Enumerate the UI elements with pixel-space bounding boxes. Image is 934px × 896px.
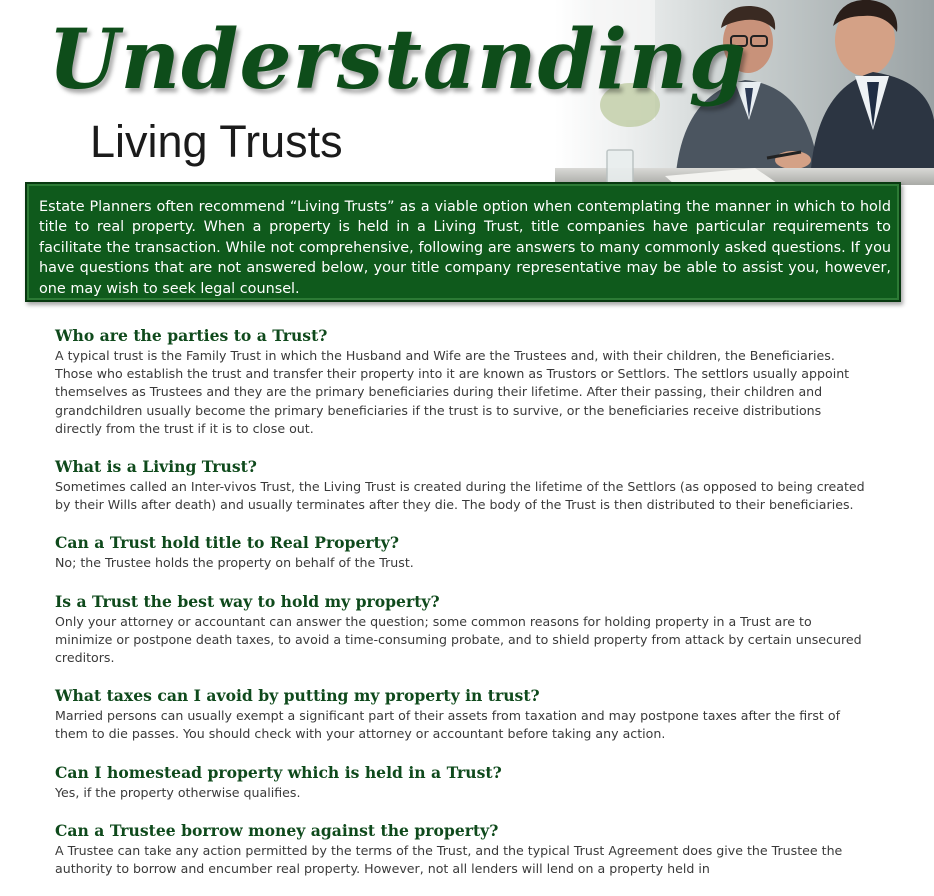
faq-item xyxy=(55,762,867,802)
faq-question: Can I homestead property which is held in a Trust? xyxy=(55,762,502,782)
faq-answer: A Trustee can take any action permitted by the terms of the Trust, and the typical Trust Agreement does give the Trustee the authority to borrow and encumber real property. However, not all lenders will lend on a property held in xyxy=(55,842,843,877)
faq-answer: A typical trust is the Family Trust in which the Husband and Wife are the Trustees and, with their children, the Beneficiaries. Those who establish the trust and transfer their property into it are known as Trustors or Settlors. The settlors usually appoint themselves as Trustees and they are the primary beneficiaries during their lifetime. After their passing, their children and grandchildren usually become the primary beneficiaries if the trust is to survive, or the beneficiaries receive distributions directly from the trust if it is to close out. xyxy=(55,348,850,436)
faq-question: Can a Trust hold title to Real Property? xyxy=(55,533,399,553)
page-title: Understanding xyxy=(48,12,748,108)
faq-question: What taxes can I avoid by putting my property in trust? xyxy=(55,686,540,706)
faq-item xyxy=(55,820,867,878)
faq-item xyxy=(55,532,867,572)
faq-item xyxy=(55,325,867,438)
faq-question: Who are the parties to a Trust? xyxy=(55,326,328,345)
faq-question: Is a Trust the best way to hold my property? xyxy=(55,591,440,611)
faq-question: What is a Living Trust? xyxy=(55,457,257,477)
faq-list xyxy=(55,325,867,896)
faq-item xyxy=(55,591,867,668)
faq-answer: No; the Trustee holds the property on behalf of the Trust. xyxy=(55,555,414,571)
faq-item xyxy=(55,685,867,743)
intro-box xyxy=(25,182,901,302)
faq-question: Can a Trustee borrow money against the property? xyxy=(55,820,499,840)
header-banner xyxy=(0,0,934,185)
faq-answer: Sometimes called an Inter-vivos Trust, the Living Trust is created during the lifetime of the Settlors (as opposed to being created by their Wills after death) and usually terminates after they die. The body of the Trust is then distributed to their beneficiaries. xyxy=(55,479,865,513)
faq-item xyxy=(55,456,867,514)
faq-answer: Only your attorney or accountant can answer the question; some common reasons for holding property in a Trust are to minimize or postpone death taxes, to avoid a time-consuming probate, and to shield property from attack by certain unsecured creditors. xyxy=(55,613,862,666)
faq-answer: Married persons can usually exempt a significant part of their assets from taxation and may postpone taxes after the first of them to die passes. You should check with your attorney or accountant before taking any action. xyxy=(55,708,841,742)
faq-answer: Yes, if the property otherwise qualifies. xyxy=(55,784,301,800)
intro-text: Estate Planners often recommend “Living Trusts” as a viable option when contemplating the manner in which to hold title to real property. When a property is held in a Living Trust, title companies have particular requirements to facilitate the transaction. While not comprehensive, following are answers to many commonly asked questions. If you have questions that are not answered below, your title company representative may be able to assist you, however, one may wish to seek legal counsel. xyxy=(39,199,891,297)
page-subtitle: Living Trusts xyxy=(90,116,343,167)
